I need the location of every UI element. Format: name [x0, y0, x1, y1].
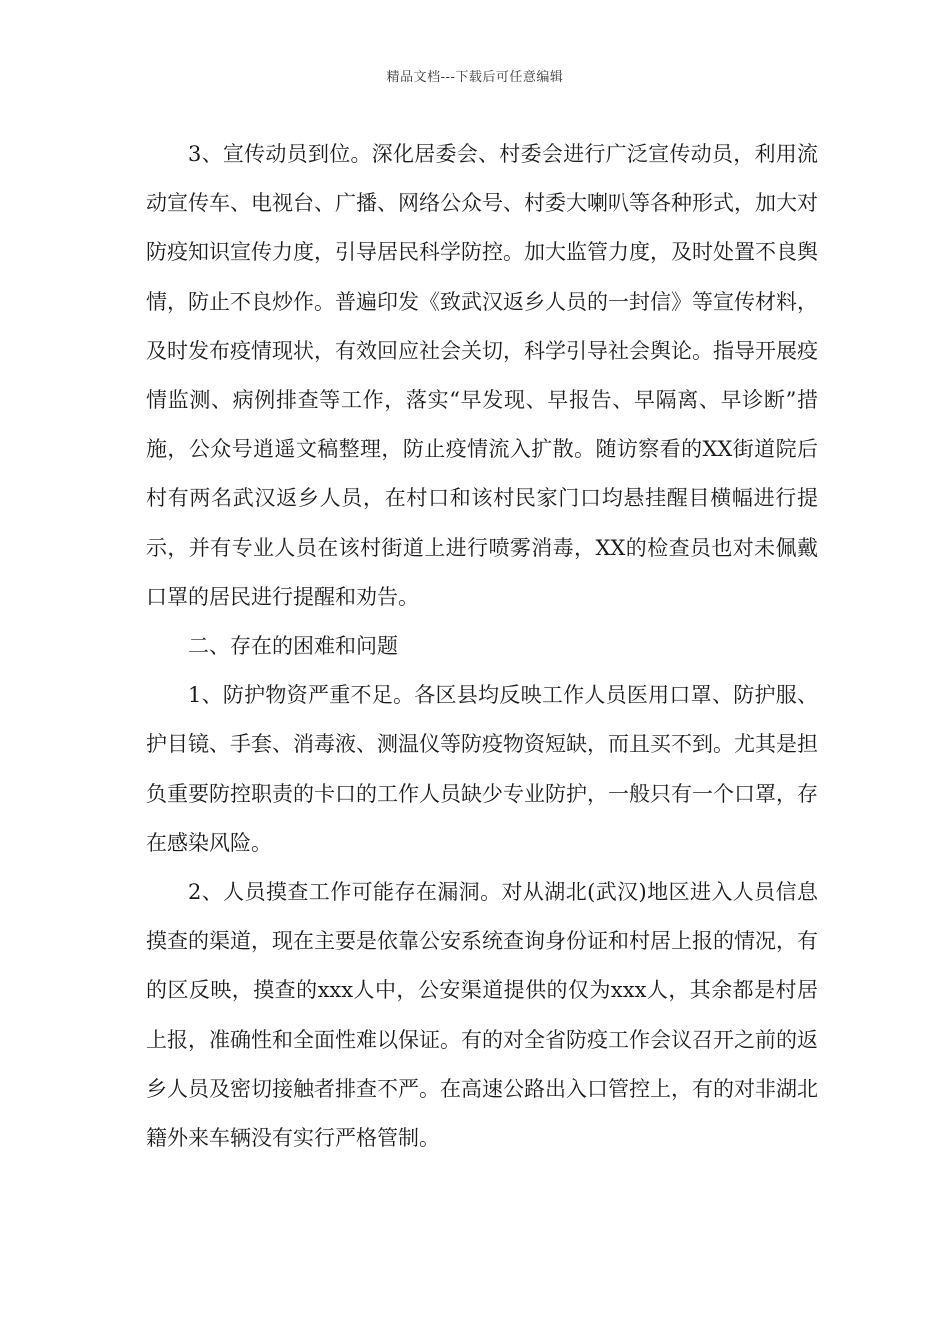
- paragraph-protective-supplies: 1、防护物资严重不足。各区县均反映工作人员医用口罩、防护服、护目镜、手套、消毒液、测温仪等防疫物资短缺，而且买不到。尤其是担负重要防控职责的卡口的工作人员缺少专业防护，一般只有一个口罩，存在感染风险。: [146, 683, 818, 855]
- paragraph-publicity: 3、宣传动员到位。深化居委会、村委会进行广泛宣传动员，利用流动宣传车、电视台、广播、网络公众号、村委大喇叭等各种形式，加大对防疫知识宣传力度，引导居民科学防控。加大监管力度，及时处置不良舆情，防止不良炒作。普遍印发《致武汉返乡人员的一封信》等宣传材料，及时发布疫情现状，有效回应社会关切，科学引导社会舆论。指导开展疫情监测、病例排查等工作，落实“早发现、早报告、早隔离、早诊断”措施，公众号逍遥文稿整理，防止疫情流入扩散。随访察看的XX街道院后村有两名武汉返乡人员，在村口和该村民家门口均悬挂醒目横幅进行提示，并有专业人员在该村街道上进行喷雾消毒，XX的检查员也对未佩戴口罩的居民进行提醒和劝告。: [146, 142, 818, 609]
- paragraph-personnel-screening: 2、人员摸查工作可能存在漏洞。对从湖北(武汉)地区进入人员信息摸查的渠道，现在主要是依靠公安系统查询身份证和村居上报的情况，有的区反映，摸查的xxx人中，公安渠道提供的仅为xxx人，其余都是村居上报，准确性和全面性难以保证。有的对全省防疫工作会议召开之前的返乡人员及密切接触者排查不严。在高速公路出入口管控上，有的对非湖北籍外来车辆没有实行严格管制。: [146, 880, 818, 1151]
- document-body: [146, 130, 818, 1163]
- section-heading-problems: 二、存在的困难和问题: [188, 634, 398, 659]
- page-header: 精品文档---下载后可任意编辑: [386, 70, 564, 85]
